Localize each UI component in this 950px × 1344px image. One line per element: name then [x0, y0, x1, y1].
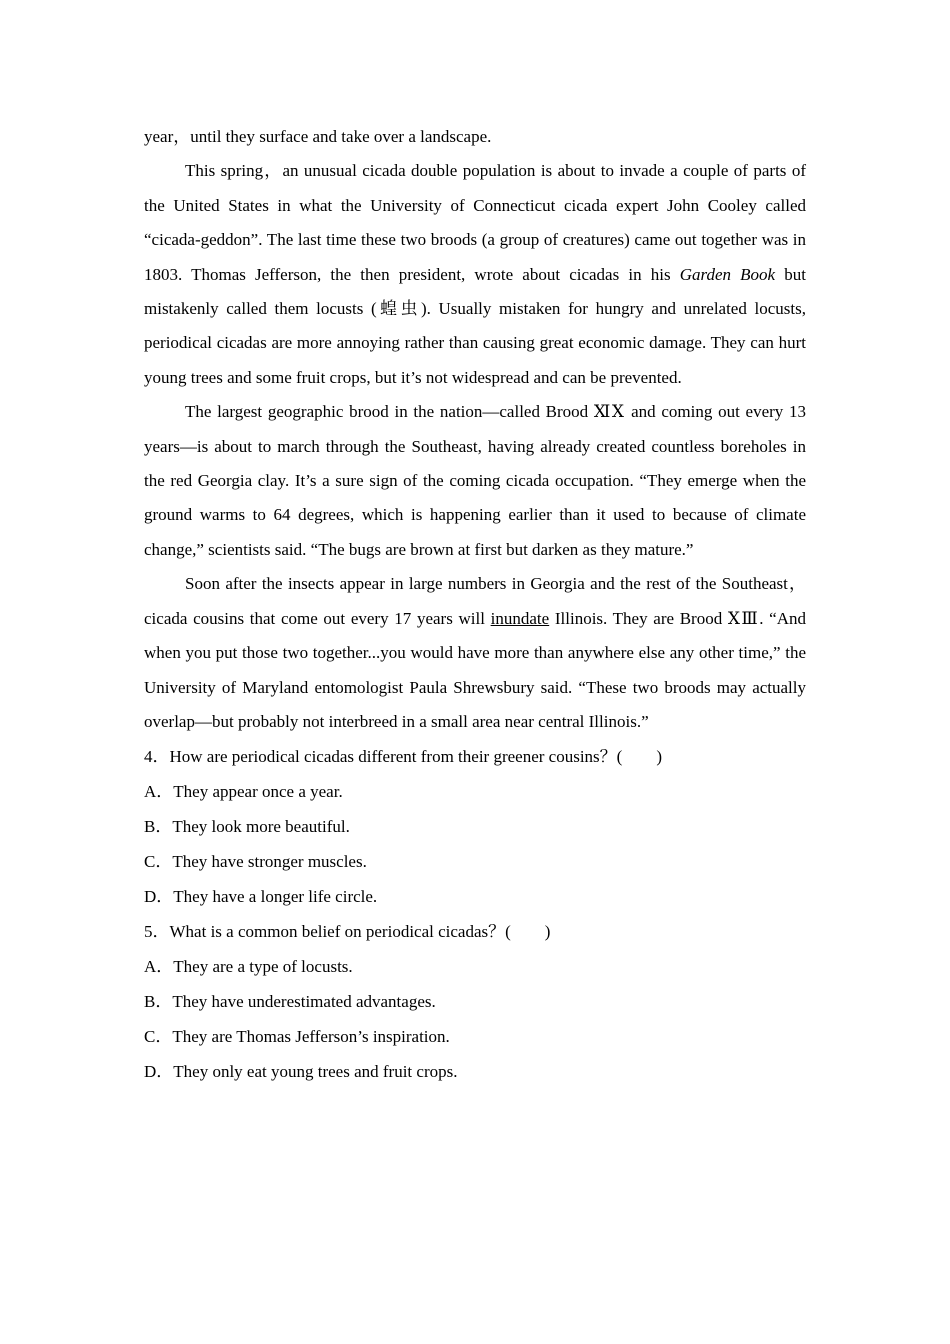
option-a: A．They appear once a year.	[144, 782, 343, 802]
option-c: C．They have stronger muscles.	[144, 852, 367, 872]
question-stem: 5．What is a common belief on periodical cicadas？( )	[144, 922, 551, 942]
passage-paragraph-0	[144, 120, 806, 154]
option-b: B．They have underestimated advantages.	[144, 992, 436, 1012]
question-5	[144, 914, 806, 1089]
paragraph-text: year，until they surface and take over a landscape.	[144, 127, 492, 146]
question-stem: 4．How are periodical cicadas different from their greener cousins？( )	[144, 747, 662, 767]
option-a: A．They are a type of locusts.	[144, 957, 353, 977]
passage-paragraph-3	[144, 567, 806, 739]
option-d: D．They only eat young trees and fruit crops.	[144, 1062, 458, 1082]
paragraph-text: This spring，an unusual cicada double population is about to invade a couple of parts of the United States in what the University of Connecticut cicada expert John Cooley called “cicada-geddon”. The last time these two broods (a group of creatures) came out together was in 1803. Thomas Jefferson, the then president, wrote about cicadas in his	[144, 161, 806, 284]
option-d: D．They have a longer life circle.	[144, 887, 378, 907]
paragraph-text: Illinois. They are Brood ⅩⅢ. “And when you put those two together...you would have more than anywhere else any other time,” the University of Maryland entomologist Paula Shrewsbury said. “These two broods may actually overlap—but probably not interbreed in a small area near central Illinois.”	[144, 608, 806, 731]
paragraph-text: The largest geographic brood in the nation—called Brood ⅪⅩ and coming out every 13 years—is about to march through the Southeast, having already created countless boreholes in the red Georgia clay. It’s a sure sign of the coming cicada occupation. “They emerge when the ground warms to 64 degrees, which is happening earlier than it used to because of climate change,” scientists said. “The bugs are brown at first but darken as they mature.”	[144, 402, 806, 559]
option-c: C．They are Thomas Jefferson’s inspiration.	[144, 1027, 450, 1047]
option-b: B．They look more beautiful.	[144, 817, 350, 837]
passage-paragraph-1	[144, 154, 806, 395]
book-title: Garden Book	[679, 264, 776, 284]
underlined-word: inundate	[490, 608, 550, 628]
paragraph-text: Soon after the insects appear in large numbers in Georgia and the rest of the Southeast，cicada cousins that come out every 17 years will	[144, 574, 806, 628]
question-4	[144, 739, 806, 914]
document-page	[144, 120, 806, 1089]
paragraph-text: but mistakenly called them locusts (蝗虫). Usually mistaken for hungry and unrelated locusts, periodical cicadas are more annoying rather than causing great economic damage. They can hurt young trees and some fruit crops, but it’s not widespread and can be prevented.	[144, 264, 806, 387]
passage-paragraph-2	[144, 395, 806, 567]
